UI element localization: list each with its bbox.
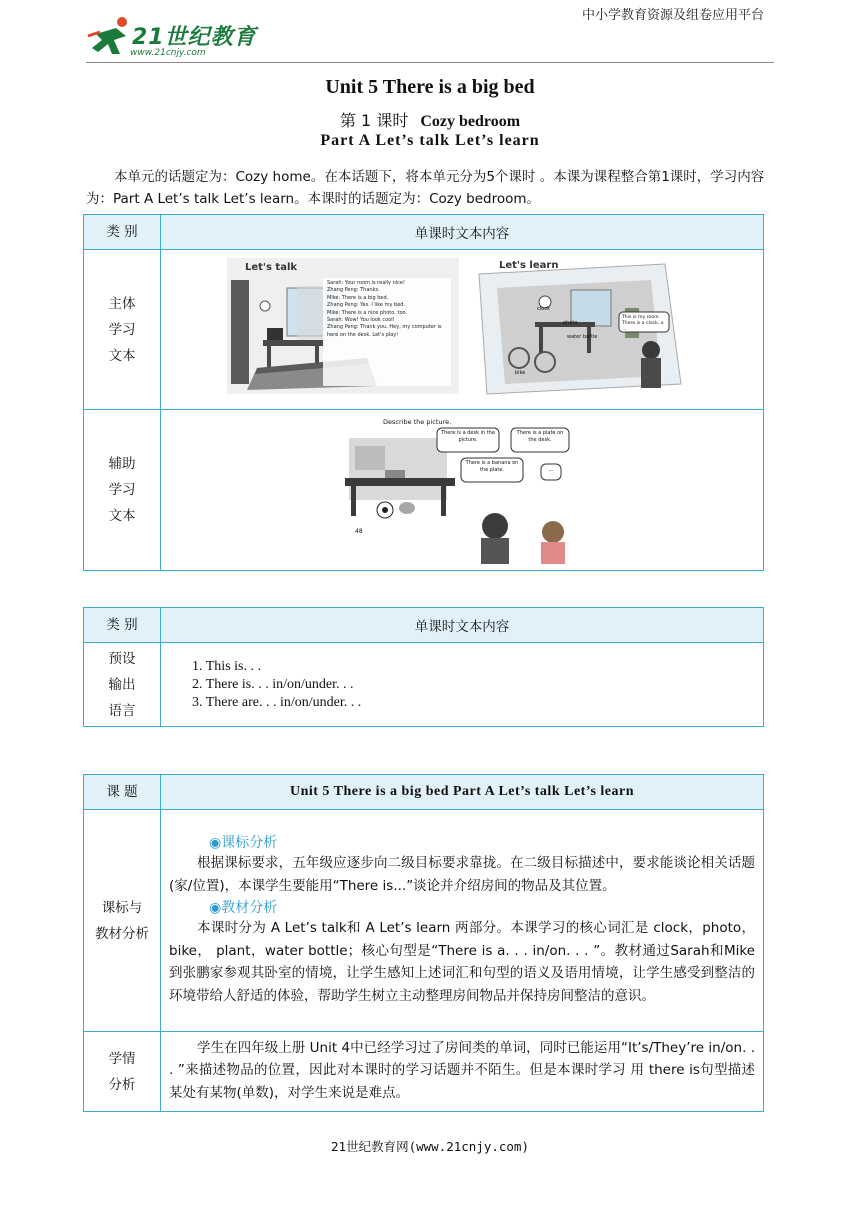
lesson-subtitle [0,108,860,131]
list-item: 1. This is. . . [192,658,261,674]
row-label-main-text: 主体 学习 文本 [84,250,161,410]
lets-learn-heading: Let's learn [499,260,559,271]
curriculum-analysis-text: 根据课标要求，五年级应逐步向二级目标要求靠拢。在二级目标描述中，要求能谈论相关话题(家/位置)，本课学生要能用“There is...”谈论并介绍房间的物品及其位置。 [169,855,755,894]
textbook-analysis-text: 本课时分为 A Let’s talk和 A Let’s learn 两部分。本课学习的核心词汇是 clock，photo，bike， plant，water bottle；核心句型是“There is a. . . in/on. . . ”。教材通过Sarah和Mike到张鹏家参观其卧室的情境，让学生感知上述词汇和句型的语义及语用情境，让学生感受到整洁的环境带给人舒适的体验，帮助学生树立主动整理房间物品并保持房间整洁的意识。 [169,920,755,1004]
col-header-content: 单课时文本内容 [161,215,764,250]
describe-picture-image [345,420,575,564]
platform-name: 中小学教育资源及组卷应用平台 [581,8,764,23]
row-label-student: 学情 分析 [84,1032,161,1112]
footer: 21世纪教育网(www.21cnjy.com) [331,1139,529,1154]
header-divider [86,62,774,63]
topic-title: Unit 5 There is a big bed Part A Let’s talk Let’s learn [161,775,764,810]
analysis-content [161,810,764,1032]
bubble-desk: There is a desk in the picture. [441,430,495,443]
curriculum-analysis-heading: ◉课标分析 [209,835,278,851]
textbook-analysis-heading: ◉教材分析 [209,900,278,916]
main-text-images [161,250,764,410]
page-title: Unit 5 There is a big bed [325,76,535,98]
row-label-analysis: 课标与 教材分析 [84,810,161,1032]
word-label-clock: clock [537,306,550,312]
row-label-output: 预设 输出 语言 [84,643,161,727]
word-label-photo: photo [563,320,578,326]
word-label-water-bottle: water bottle [567,334,598,340]
logo-text: 21世纪教育 [132,25,257,50]
col-header-category: 类 别 [84,215,161,250]
speech-bubble: This is my room. There is a clock, a ... [622,315,664,332]
bubble-ellipsis: ... [548,466,554,473]
lesson-topic: Cozy bedroom [420,113,521,130]
text-content-table [83,214,764,571]
lets-talk-dialogue: Sarah: Your room is really nice! Zhang Peng: Thanks. Mike: There is a big bed. Zhang Peng: Yes. I like my bed. Mike: There is a nice photo, too. Sarah: Wow! You look cool! Zhang Peng: Thank you. Hey, my computer is here on the desk. Let's play! [327,280,442,338]
lesson-number: 第 1 课时 [339,111,409,130]
output-list [161,643,764,727]
analysis-table [83,774,764,1112]
lets-learn-image [475,258,687,396]
list-item: 3. There are. . . in/on/under. . . [192,694,362,710]
row-label-aux-text: 辅助 学习 文本 [84,410,161,571]
lets-talk-heading: Let's talk [245,262,298,273]
logo-url: www.21cnjy.com [130,48,206,58]
describe-heading: Describe the picture. [383,418,452,426]
page-number: 48 [355,528,363,535]
list-item: 2. There is. . . in/on/under. . . [192,676,354,692]
runner-icon [86,14,136,58]
student-analysis-content [161,1032,764,1112]
col-header-content: 单课时文本内容 [161,608,764,643]
bubble-plate: There is a plate on the desk. [516,430,564,443]
aux-text-image [161,410,764,571]
word-label-bike: bike [515,370,526,376]
col-header-category: 类 别 [84,608,161,643]
output-language-table [83,607,764,727]
col-header-topic: 课 题 [84,775,161,810]
lesson-parts: Part A Let’s talk Let’s learn [320,132,540,149]
lets-talk-image [227,258,459,394]
bubble-banana: There is a banana on the plate. [465,460,519,473]
intro-paragraph: 本单元的话题定为：Cozy home。在本话题下，将本单元分为5个课时 。本课为课程整合第1课时，学习内容为：Part A Let’s talk Let’s learn。本课时的话题定为：Cozy bedroom。 [86,169,765,207]
student-analysis-text: 学生在四年级上册 Unit 4中已经学习过了房间类的单词，同时已能运用“It’s/They’re in/on. . . ”来描述物品的位置，因此对本课时的学习话题并不陌生。但是本课时学习 用 there is句型描述某处有某物(单数)，对学生来说是难点。 [169,1039,755,1101]
